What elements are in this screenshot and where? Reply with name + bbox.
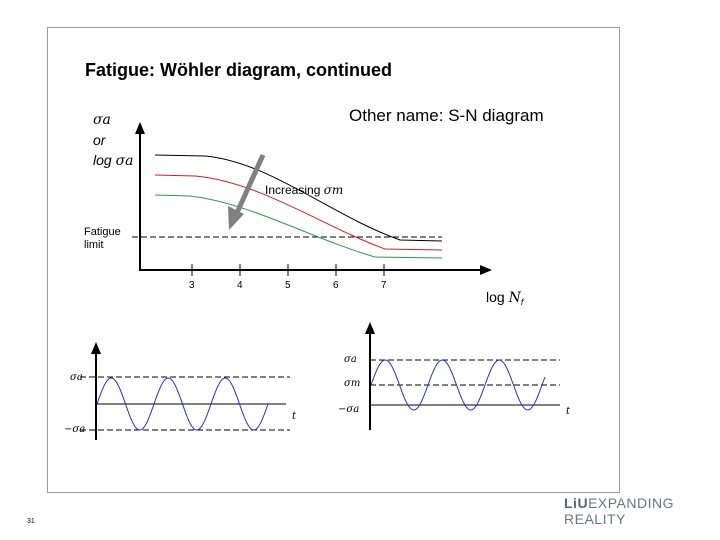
sn-x-axis-label: $\log N_f$ (486, 289, 524, 307)
x-tick-label-6: 6 (333, 280, 339, 291)
page-number: 31 (27, 518, 35, 525)
increasing-mean-label: Increasing σm (265, 183, 344, 197)
sn-x-axis-arrowhead (480, 265, 492, 275)
sn-curve-black (155, 155, 442, 241)
left-wave-upper-label: σa (70, 372, 83, 383)
right-wave-lower-label: −σa (338, 404, 360, 415)
right-wave-time-label: t (566, 406, 571, 417)
y-label-log-sigma: log σa (93, 152, 134, 169)
y-label-sigma-a: σa (93, 112, 111, 128)
left-wave-time-label: t (292, 411, 297, 422)
slide-title: Fatigue: Wöhler diagram, continued (85, 60, 393, 80)
sn-curve-green (155, 195, 442, 258)
x-tick-label-3: 3 (189, 280, 195, 291)
left-wave-lower-label: −σa (64, 424, 86, 435)
right-wave-mean-label: σm (344, 378, 361, 389)
fatigue-limit-label: Fatigue limit (84, 226, 121, 251)
left-wave-y-arrowhead (91, 342, 101, 354)
alternate-name: Other name: S-N diagram (349, 106, 544, 125)
liu-logo (564, 495, 720, 527)
sn-y-axis-arrowhead (135, 122, 145, 134)
x-tick-label-5: 5 (285, 280, 291, 291)
x-tick-label-7: 7 (381, 280, 387, 291)
sn-y-axis-label (93, 110, 133, 171)
x-tick-label-4: 4 (237, 280, 243, 291)
y-label-or: or (93, 132, 106, 148)
liu-logo-mark: LiU (564, 495, 589, 511)
right-wave-y-arrowhead (365, 322, 375, 334)
right-wave-upper-label: σa (344, 354, 357, 365)
liu-logo-text: EXPANDING REALITY (564, 495, 674, 527)
